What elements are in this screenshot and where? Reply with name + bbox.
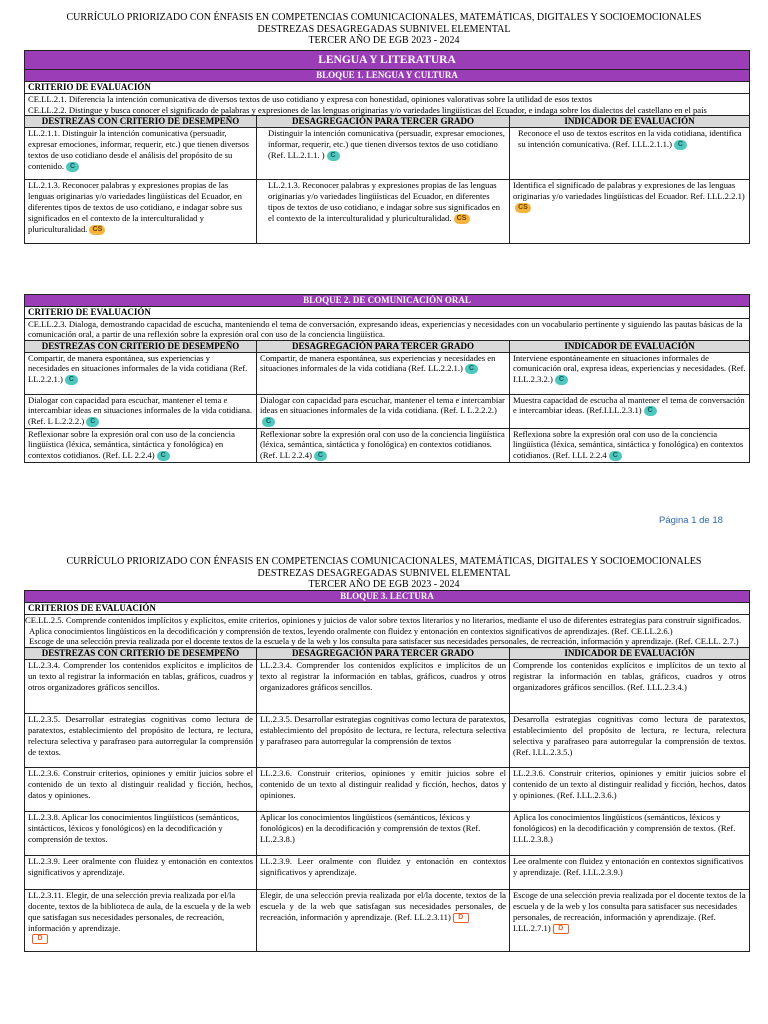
page-number: Página 1 de 18 bbox=[659, 515, 723, 526]
table-row bbox=[25, 856, 750, 890]
header-line-2: DESTREZAS DESAGREGADAS SUBNIVEL ELEMENTAL bbox=[257, 23, 511, 35]
cell-text: Muestra capacidad de escucha al mantener el tema de conversación e intercambiar ideas. (Ref.I.LL.2.3.1) bbox=[513, 394, 745, 416]
table-cell: LL.2.3.6. Construir criterios, opiniones y emitir juicios sobre el contenido de un texto al distinguir realidad y ficción, hechos, datos y opiniones. bbox=[257, 768, 510, 812]
cell-text: Identifica el significado de palabras y expresiones de las lenguas originarias y/o variedades lingüísticas del Ecuador. Ref. I.LL.2.2.1) bbox=[513, 180, 745, 202]
table-cell: Comprende los contenidos explícitos e implícitos de un texto al registrar la información en tablas, gráficos, cuadros y otros organizadores gráficos sencillos. (Ref. I.LL.2.3.4.) bbox=[510, 660, 750, 714]
table-row bbox=[25, 660, 750, 714]
bloque-3-title: BLOQUE 3. LECTURA bbox=[25, 591, 750, 603]
table-cell: LL.2.3.6. Construir criterios, opiniones y emitir juicios sobre el contenido de un texto al distinguir realidad y ficción, hechos, datos y opiniones. bbox=[25, 768, 257, 812]
competence-badge-icon: C bbox=[262, 417, 275, 427]
bloque-2-title: BLOQUE 2. DE COMUNICACIÓN ORAL bbox=[25, 295, 750, 307]
header-line-1: CURRÍCULO PRIORIZADO CON ÉNFASIS EN COMPETENCIAS COMUNICACIONALES, MATEMÁTICAS, DIGITALES Y SOCIOEMOCIONALES bbox=[66, 556, 702, 567]
table-cell bbox=[257, 890, 510, 952]
competence-badge-icon: C bbox=[674, 140, 687, 150]
cell-text: LL.2.1.1. Distinguir la intención comunicativa (persuadir, expresar emociones, informar, requerir, etc.) que tienen diversos textos de uso cotidiano desde el análisis del propósito de su contenido. bbox=[28, 128, 249, 171]
cell-text: Dialogar con capacidad para escuchar, mantener el tema e intercambiar ideas en situaciones informales de la vida cotidiana. (Ref. L L.2.2.2.) bbox=[260, 394, 505, 416]
digital-badge-icon: D bbox=[453, 913, 469, 923]
cell-text: Reflexionar sobre la expresión oral con uso de la conciencia lingüística (léxica, semántica, sintáctica y fonológica) en contextos cotidianos. (Ref. LL 2.2.4) bbox=[28, 428, 235, 461]
table-row bbox=[25, 394, 750, 428]
table-row bbox=[25, 180, 750, 244]
table-cell bbox=[25, 128, 257, 180]
cell-text: LL.2.1.3. Reconocer palabras y expresiones propias de las lenguas originarias y/o variedades lingüísticas del Ecuador, en diferentes tipos de textos de uso cotidiano, e indagar sobre sus significados en el contexto de la interculturalidad y pluriculturalidad. bbox=[28, 180, 243, 234]
bloque-2-table bbox=[24, 294, 750, 463]
header-line-1: CURRÍCULO PRIORIZADO CON ÉNFASIS EN COMPETENCIAS COMUNICACIONALES, MATEMÁTICAS, DIGITALES Y SOCIOEMOCIONALES bbox=[66, 12, 702, 23]
table-cell bbox=[257, 428, 510, 462]
table-cell bbox=[25, 890, 257, 952]
cell-text: Compartir, de manera espontánea, sus experiencias y necesidades en situaciones informales de la vida cotidiana (Ref. LL.2.2.1.) bbox=[260, 352, 496, 374]
table-row bbox=[25, 428, 750, 462]
page-header-1 bbox=[0, 12, 768, 47]
column-header-destrezas: DESTREZAS CON CRITERIO DE DESEMPEÑO bbox=[25, 648, 257, 660]
competence-badge-icon: CS bbox=[454, 214, 470, 224]
subject-title: LENGUA Y LITERATURA bbox=[25, 51, 750, 70]
criterio-line-1: CE.LL.2.1. Diferencia la intención comunicativa de diversos textos de uso cotidiano y expresa con honestidad, opiniones valorativas sobre la utilidad de esos textos bbox=[28, 93, 592, 104]
column-header-desagregacion: DESAGREGACIÓN PARA TERCER GRADO bbox=[257, 116, 510, 128]
criterio-label: CRITERIOS DE EVALUACIÓN bbox=[25, 603, 750, 615]
table-row bbox=[25, 768, 750, 812]
competence-badge-icon: C bbox=[157, 451, 170, 461]
cell-text: Dialogar con capacidad para escuchar, mantener el tema e intercambiar ideas en situaciones informales de la vida cotidiana. (Ref. L L.2.2.2.) bbox=[28, 394, 253, 427]
table-row bbox=[25, 812, 750, 856]
table-cell bbox=[25, 180, 257, 244]
cell-text: Interviene espontáneamente en situaciones informales de comunicación oral, expresa ideas, experiencias y necesidades. (Ref. I.LL.2.3.2.) bbox=[513, 352, 746, 385]
table-cell bbox=[257, 394, 510, 428]
competence-badge-icon: C bbox=[609, 451, 622, 461]
cell-text: Escoge de una selección previa realizada por el docente textos de la escuela y de la web y los consulta para satisfacer sus necesidades personales, de recreación, información y aprendizaje. (Ref. I.LL.2.7.1) bbox=[513, 890, 746, 933]
bloque-1-table bbox=[24, 50, 750, 244]
table-cell: LL.2.3.5. Desarrollar estrategias cognitivas como lectura de paratextos, establecimiento del propósito de lectura, re lectura, relectura selectiva y parafraseo para autorregular la comprensión de textos. bbox=[25, 714, 257, 768]
competence-badge-icon: C bbox=[555, 375, 568, 385]
table-cell: LL.2.3.8. Aplicar los conocimientos lingüísticos (semánticos, sintácticos, léxicos y fonológicos) en la decodificación y comprensión de textos. bbox=[25, 812, 257, 856]
table-cell: Aplica los conocimientos lingüísticos (semánticos, léxicos y fonológicos) en la decodificación y comprensión de textos. (Ref. I.LL.2.3.8.) bbox=[510, 812, 750, 856]
criterio-text bbox=[25, 93, 750, 116]
table-cell bbox=[510, 352, 750, 394]
criterio-line-2: Aplica conocimientos lingüísticos en la decodificación y comprensión de textos, leyendo oralmente con fluidez y entonación en contextos significativos de aprendizajes. (Ref. CE.LL.2.6.) bbox=[29, 625, 673, 636]
criterio-line-3: Escoge de una selección previa realizada por el docente textos de la escuela y de la web y los consulta para satisfacer sus necesidades personales, de recreación, información y aprendizaje. (Ref. CE.LL. 2.7.) bbox=[29, 636, 739, 647]
bloque-1-title: BLOQUE 1. LENGUA Y CULTURA bbox=[25, 70, 750, 82]
criterio-label: CRITERIO DE EVALUACIÓN bbox=[25, 82, 750, 94]
table-cell: LL.2.3.4. Comprender los contenidos explícitos e implícitos de un texto al registrar la información en tablas, gráficos, cuadros y otros organizadores gráficos sencillos. bbox=[257, 660, 510, 714]
competence-badge-icon: CS bbox=[515, 203, 531, 213]
cell-text: Compartir, de manera espontánea, sus experiencias y necesidades en situaciones informales de la vida cotidiana (Ref. LL.2.2.1.) bbox=[28, 352, 248, 385]
column-header-desagregacion: DESAGREGACIÓN PARA TERCER GRADO bbox=[257, 648, 510, 660]
table-cell bbox=[257, 128, 510, 180]
table-cell: Aplicar los conocimientos lingüísticos (semánticos, léxicos y fonológicos) en la decodificación y comprensión de textos (Ref. LL.2.3.8.) bbox=[257, 812, 510, 856]
competence-badge-icon: C bbox=[65, 375, 78, 385]
cell-text: Elegir, de una selección previa realizada por el/la docente, textos de la escuela y de la web que satisfagan sus necesidades personales, de recreación, información y aprendizaje. (Ref. LL.2.3.11) bbox=[260, 890, 506, 922]
competence-badge-icon: C bbox=[314, 451, 327, 461]
cell-text: Distinguir la intención comunicativa (persuadir, expresar emociones, informar, requerir, etc.) que tienen diversos textos de uso cotidiano (Ref. LL.2.1.1. ) bbox=[268, 128, 505, 160]
column-header-indicador: INDICADOR DE EVALUACIÓN bbox=[510, 340, 750, 352]
column-header-indicador: INDICADOR DE EVALUACIÓN bbox=[510, 116, 750, 128]
table-cell: LL.2.3.9. Leer oralmente con fluidez y entonación en contextos significativos y aprendizaje. bbox=[25, 856, 257, 890]
cell-text: Reflexiona sobre la expresión oral con uso de la conciencia lingüística (léxica, semántica, sintáctica y fonológica) en contextos cotidianos. (Ref. I.LL 2.2.4 bbox=[513, 428, 744, 461]
header-line-3: TERCER AÑO DE EGB 2023 - 2024 bbox=[308, 35, 460, 46]
table-cell bbox=[510, 890, 750, 952]
table-cell bbox=[25, 394, 257, 428]
table-cell bbox=[257, 180, 510, 244]
table-row bbox=[25, 128, 750, 180]
table-cell: Lee oralmente con fluidez y entonación en contextos significativos y aprendizaje. (Ref. I.LL.2.3.9.) bbox=[510, 856, 750, 890]
table-cell bbox=[25, 428, 257, 462]
header-line-3: TERCER AÑO DE EGB 2023 - 2024 bbox=[308, 579, 460, 590]
table-row bbox=[25, 714, 750, 768]
competence-badge-icon: CS bbox=[89, 225, 105, 235]
column-header-destrezas: DESTREZAS CON CRITERIO DE DESEMPEÑO bbox=[25, 116, 257, 128]
criterio-line-2: CE.LL.2.2. Distingue y busca conocer el significado de palabras y expresiones de las lenguas originarias y/o variedades lingüísticas del Ecuador, e indaga sobre los dialectos del castellano en el país bbox=[28, 104, 707, 115]
bloque-3-table bbox=[24, 590, 750, 952]
table-cell: LL.2.3.6. Construir criterios, opiniones y emitir juicios sobre el contenido de un texto al distinguir realidad y ficción, hechos, datos y opiniones. (Ref. I.LL.2.3.6.) bbox=[510, 768, 750, 812]
criterio-line-1: CE.LL.2.5. Comprende contenidos implícitos y explícitos, emite criterios, opiniones y juicios de valor sobre textos literarios y no literarios, mediante el uso de diferentes estrategias para construir significados. bbox=[25, 614, 742, 625]
cell-text: LL.2.3.11. Elegir, de una selección previa realizada por el/la docente, textos de la biblioteca de aula, de la escuela y de la web que satisfagan sus necesidades personales, de recreación, información y aprendizaje. bbox=[28, 890, 251, 933]
table-cell: LL.2.3.4. Comprender los contenidos explícitos e implícitos de un texto al registrar la información en tablas, gráficos, cuadros y otros organizadores gráficos sencillos. bbox=[25, 660, 257, 714]
table-cell bbox=[510, 394, 750, 428]
table-row bbox=[25, 352, 750, 394]
competence-badge-icon: C bbox=[465, 364, 478, 374]
column-header-indicador: INDICADOR DE EVALUACIÓN bbox=[510, 648, 750, 660]
cell-text: LL.2.1.3. Reconocer palabras y expresiones propias de las lenguas originarias y/o variedades lingüísticas del Ecuador, en diferentes tipos de textos de uso cotidiano, e indagar sobre sus significados en el contexto de la interculturalidad y pluriculturalidad. bbox=[268, 180, 500, 223]
page-header-2 bbox=[0, 556, 768, 591]
table-cell: LL.2.3.9. Leer oralmente con fluidez y entonación en contextos significativos y aprendizaje. bbox=[257, 856, 510, 890]
column-header-destrezas: DESTREZAS CON CRITERIO DE DESEMPEÑO bbox=[25, 340, 257, 352]
criterio-label: CRITERIO DE EVALUACIÓN bbox=[25, 307, 750, 319]
table-row bbox=[25, 890, 750, 952]
table-cell: LL.2.3.5. Desarrollar estrategias cognitivas como lectura de paratextos, establecimiento del propósito de lectura, re lectura, relectura selectiva y parafraseo para autorregular la comprensión de textos bbox=[257, 714, 510, 768]
competence-badge-icon: C bbox=[327, 151, 340, 161]
cell-text: Reconoce el uso de textos escritos en la vida cotidiana, identifica su intención comunicativa. (Ref. I.LL.2.1.1.) bbox=[518, 128, 742, 150]
digital-badge-icon: D bbox=[553, 924, 569, 934]
table-cell: Desarrolla estrategias cognitivas como lectura de paratextos, establecimiento del propósito de lectura, re lectura, relectura selectiva y parafraseo para autorregular la comprensión de textos. (Ref. I.LL.2.3.5.) bbox=[510, 714, 750, 768]
cell-text: Reflexionar sobre la expresión oral con uso de la conciencia lingüística (léxica, semántica, sintáctica y fonológica) en contextos cotidianos. (Ref. LL 2.2.4) bbox=[260, 428, 505, 461]
competence-badge-icon: C bbox=[66, 162, 79, 172]
digital-badge-icon: D bbox=[32, 934, 48, 944]
table-cell bbox=[510, 128, 750, 180]
table-cell bbox=[510, 180, 750, 244]
criterio-text: CE.LL.2.3. Dialoga, demostrando capacidad de escucha, manteniendo el tema de conversación, expresando ideas, experiencias y necesidades con un vocabulario pertinente y siguiendo las pautas básicas de la comunicación oral, a partir de una reflexión sobre la expresión oral con uso de la conciencia lingüística. bbox=[25, 318, 750, 340]
table-cell bbox=[510, 428, 750, 462]
column-header-desagregacion: DESAGREGACIÓN PARA TERCER GRADO bbox=[257, 340, 510, 352]
table-cell bbox=[257, 352, 510, 394]
competence-badge-icon: C bbox=[86, 417, 99, 427]
competence-badge-icon: C bbox=[644, 406, 657, 416]
criterio-text bbox=[25, 614, 750, 647]
header-line-2: DESTREZAS DESAGREGADAS SUBNIVEL ELEMENTAL bbox=[257, 567, 511, 579]
table-cell bbox=[25, 352, 257, 394]
